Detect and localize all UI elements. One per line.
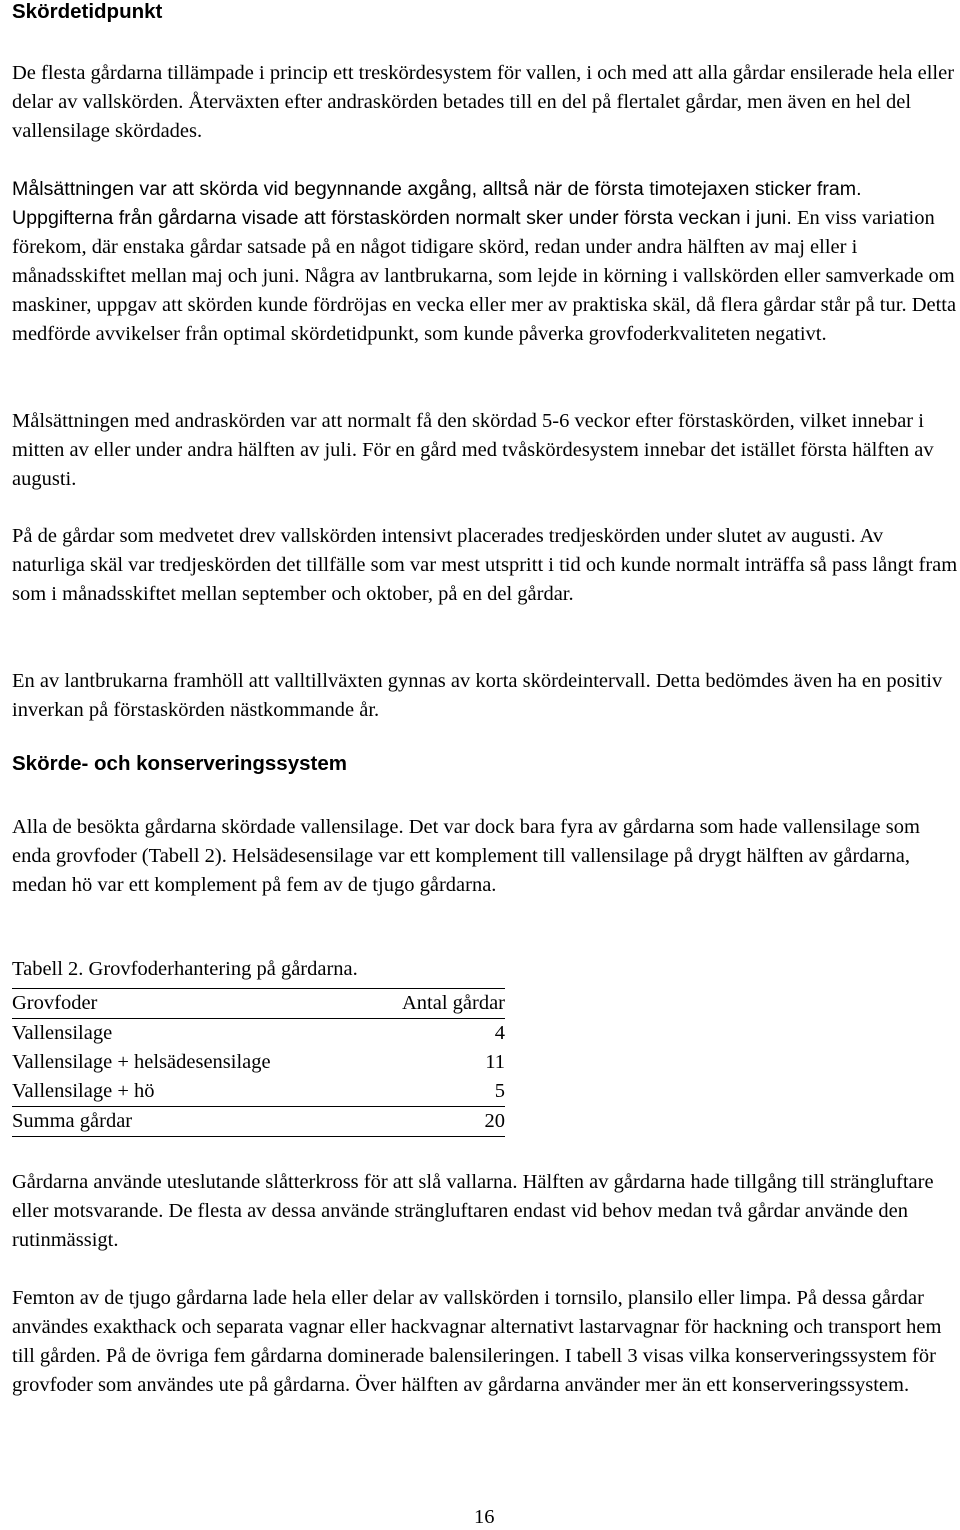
- section-heading-skorde-konservering: Skörde- och konserveringssystem: [12, 752, 347, 775]
- paragraph-8: Femton av de tjugo gårdarna lade hela eller delar av vallskörden i tornsilo, plansilo eller limpa. På dessa gårdar användes exakthack och separata vagnar eller hackvagnar alternativt lastarvagnar för hackning och transport hem till gården. På de övriga fem gårdarna dominerade balensileringen. I tabell 3 visas vilka konserveringssystem för grovfoder som användes ute på gårdarna. Över hälften av gårdarna använder mer än ett konserveringssystem.: [12, 1287, 942, 1396]
- table-sum-value: 20: [365, 1107, 505, 1137]
- table-row: [12, 1077, 505, 1107]
- table-row: [12, 1048, 505, 1077]
- paragraph-2: [12, 175, 958, 349]
- paragraph-3: Målsättningen med andraskörden var att normalt få den skördad 5-6 veckor efter förstaskörden, vilket innebar i mitten av eller under andra hälften av juli. För en gård med tvåskördesystem innebar det istället första hälften av augusti.: [12, 410, 934, 490]
- table-cell-label: Vallensilage + hö: [12, 1080, 155, 1102]
- grovfoder-table: [12, 988, 505, 1137]
- paragraph-4: På de gårdar som medvetet drev vallskörden intensivt placerades tredjeskörden under slutet av augusti. Av naturliga skäl var tredjeskörden det tillfälle som var mest utspritt i tid och kunde normalt inträffa så pass långt fram som i månadsskiftet mellan september och oktober, på en del gårdar.: [12, 525, 958, 605]
- paragraph-2-serif-part: En viss variation förekom, där enstaka gårdar satsade på en något tidigare skörd, redan under andra hälften av maj eller i månadsskiftet mellan maj och juni. Några av lantbrukarna, som lejde in körning i vallskörden eller samverkade om maskiner, uppgav att skörden kunde fördröjas en vecka eller mer av praktiska skäl, då flera gårdar står på tur. Detta medförde avvikelser från optimal skördetidpunkt, som kunde påverka grovfoderkvaliteten negativt.: [12, 207, 957, 345]
- table-cell-value: 5: [494, 1080, 505, 1102]
- paragraph-2-sans-part: Målsättningen var att skörda vid begynnande axgång, alltså när de första timotejaxen sticker fram. Uppgifterna från gårdarna visade att förstaskörden normalt sker under första veckan i juni.: [12, 178, 862, 229]
- table-caption: Tabell 2. Grovfoderhantering på gårdarna.: [12, 958, 358, 980]
- section-heading-skordetidpunkt: Skördetidpunkt: [12, 0, 163, 23]
- paragraph-6: Alla de besökta gårdarna skördade vallensilage. Det var dock bara fyra av gårdarna som hade vallensilage som enda grovfoder (Tabell 2). Helsädesensilage var ett komplement till vallensilage på drygt hälften av gårdarna, medan hö var ett komplement på fem av de tjugo gårdarna.: [12, 816, 920, 896]
- table-row: [12, 1019, 505, 1049]
- table-header-antal: Antal gårdar: [365, 989, 505, 1019]
- table-cell-label: Vallensilage + helsädesensilage: [12, 1051, 271, 1073]
- paragraph-1: De flesta gårdarna tillämpade i princip ett treskördesystem för vallen, i och med att alla gårdar ensilerade hela eller delar av vallskörden. Återväxten efter andraskörden betades till en del på flertalet gårdar, men även en hel del vallensilage skördades.: [12, 62, 955, 142]
- table-cell-label: Vallensilage: [12, 1022, 113, 1044]
- paragraph-5: En av lantbrukarna framhöll att valltillväxten gynnas av korta skördeintervall. Detta bedömdes även ha en positiv inverkan på förstaskörden nästkommande år.: [12, 670, 943, 721]
- paragraph-7: Gårdarna använde uteslutande slåtterkross för att slå vallarna. Hälften av gårdarna hade tillgång till strängluftare eller motsvarande. De flesta av dessa använde strängluftaren endast vid behov medan två gårdar använde den rutinmässigt.: [12, 1171, 934, 1251]
- table-sum-label: Summa gårdar: [12, 1107, 365, 1137]
- table-sum-row: [12, 1107, 505, 1137]
- table-cell-value: 11: [485, 1051, 505, 1073]
- table-header-grovfoder: Grovfoder: [12, 989, 365, 1019]
- page-number: 16: [474, 1506, 495, 1528]
- table-header-row: [12, 989, 505, 1019]
- table-cell-value: 4: [494, 1022, 505, 1044]
